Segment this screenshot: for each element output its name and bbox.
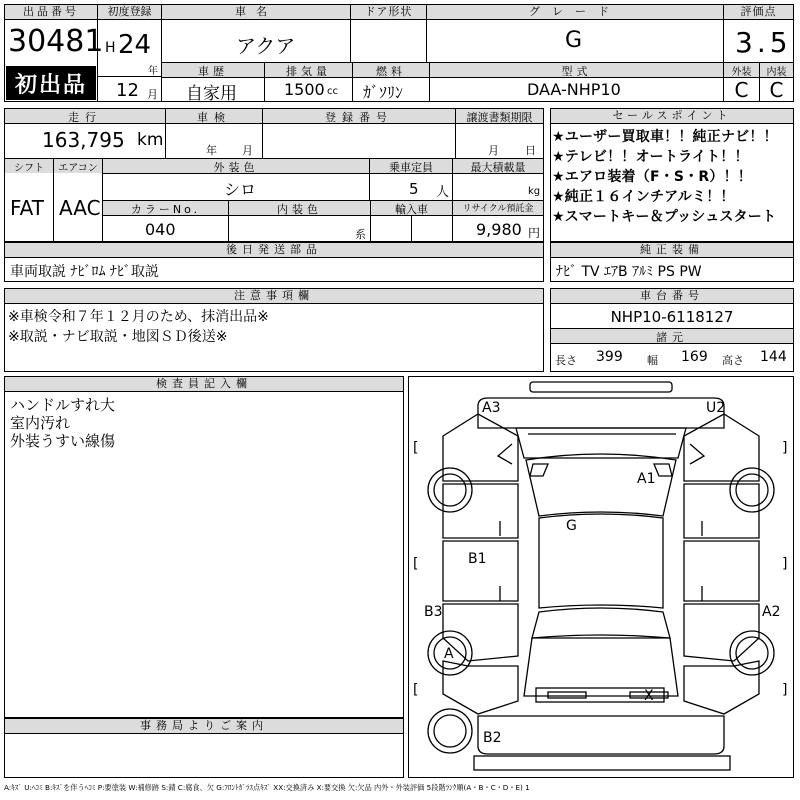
transfer-month: 月 — [488, 144, 499, 157]
inspector-note-line: 外装うすい線傷 — [10, 432, 116, 450]
inspector-note-line: 室内汚れ — [10, 414, 71, 432]
later-parts-value: 車両取説 ﾅﾋﾞﾛﾑ ﾅﾋﾞ取説 — [10, 264, 159, 280]
grade-value: G — [565, 28, 583, 53]
int-label: 内装 — [760, 63, 793, 78]
mark-a: A — [444, 646, 454, 662]
color-label: 外装色 — [103, 159, 369, 173]
history-label: 車歴 — [162, 63, 264, 77]
ac-label: エアコン — [54, 159, 102, 173]
recycle-label: リサイクル預託金 — [453, 201, 543, 215]
model-label: 型式 — [430, 63, 723, 77]
notes-label: 注意事項欄 — [5, 289, 543, 304]
mark-a1: A1 — [637, 471, 656, 487]
mark-b1: B1 — [468, 551, 487, 567]
mileage-value: 163,795 — [42, 128, 125, 152]
shift-label: シフト — [5, 159, 53, 173]
length-label: 長さ — [555, 354, 577, 367]
inspect-year: 年 — [206, 144, 217, 157]
load-label: 最大積載量 — [453, 159, 543, 173]
seats-unit: 人 — [436, 185, 450, 200]
sales-points-list — [552, 127, 792, 227]
length-value: 399 — [596, 349, 623, 365]
chassis-value: NHP10-6118127 — [610, 308, 734, 326]
disp-value: 1500 — [284, 80, 325, 99]
sales-point-line: ★スマートキー＆プッシュスタート — [552, 209, 777, 225]
note-line: ※取説・ナビ取説・地図ＳＤ後送※ — [8, 329, 228, 345]
name-label: 車名 — [162, 5, 350, 20]
mark-a3: A3 — [482, 400, 501, 416]
equipment-value: ﾅﾋﾞ TV ｴｱB ｱﾙﾐ PS PW — [556, 264, 702, 280]
bracket-right-2: ] — [782, 556, 788, 572]
height-label: 高さ — [722, 354, 744, 367]
mileage-unit: km — [137, 130, 164, 150]
era: H — [105, 40, 116, 56]
spec-label: 諸元 — [551, 329, 793, 344]
note-line: ※車検令和７年１２月のため、抹消出品※ — [8, 309, 269, 325]
sales-point-line: ★ユーザー買取車！！純正ナビ！！ — [552, 129, 778, 145]
ext-grade: C — [734, 78, 749, 102]
notes-list — [8, 307, 538, 347]
shift-value: FAT — [10, 196, 45, 220]
first-listing-badge: 初出品 — [6, 66, 96, 100]
sales-point-line: ★テレビ！！オートライト！！ — [552, 149, 749, 165]
disp-unit: cc — [327, 86, 338, 97]
color-value: シロ — [224, 180, 257, 199]
lot-number: 30481 — [8, 24, 104, 59]
ext-label: 外装 — [724, 63, 759, 78]
recycle-value: 9,980 — [476, 220, 522, 239]
year: 24 — [118, 30, 152, 60]
history-value: 自家用 — [186, 84, 237, 104]
load-unit: kg — [528, 186, 541, 197]
inspect-month: 月 — [242, 144, 253, 157]
intcolor-unit: 系 — [355, 228, 366, 241]
reg-label: 登録番号 — [263, 109, 455, 123]
mark-g: G — [566, 518, 577, 534]
inspector-notes — [10, 396, 400, 450]
transfer-day: 日 — [525, 144, 536, 157]
equipment-label: 純正装備 — [551, 243, 793, 258]
chassis-label: 車台番号 — [551, 289, 793, 304]
transfer-label: 譲渡書類期限 — [456, 109, 543, 123]
score-label: 評価点 — [724, 5, 793, 20]
month: 12 — [116, 80, 139, 101]
inspector-label: 検査員記入欄 — [5, 377, 403, 392]
inspector-note-line: ハンドルすれ大 — [10, 396, 116, 414]
score-value: 3.5 — [735, 26, 792, 59]
disp-label: 排気量 — [265, 63, 352, 77]
colorno-label: カラーNo. — [103, 201, 228, 215]
bracket-left-2: [ — [413, 556, 419, 572]
mileage-label: 走行 — [5, 109, 165, 123]
mark-b3: B3 — [424, 604, 443, 620]
sales-point-line: ★純正１６インチアルミ！！ — [552, 189, 735, 205]
import-label: 輸入車 — [371, 201, 452, 215]
width-label: 幅 — [647, 354, 658, 367]
fuel-value: ｶﾞｿﾘﾝ — [363, 83, 404, 102]
seats-value: 5 — [409, 180, 419, 198]
colorno-value: 040 — [145, 220, 176, 239]
grade-label: グレード — [427, 5, 723, 20]
intcolor-label: 内装色 — [229, 201, 370, 215]
seats-label: 乗車定員 — [370, 159, 452, 173]
mark-a2: A2 — [762, 604, 781, 620]
bracket-left-1: [ — [413, 440, 419, 456]
mark-u2: U2 — [706, 400, 726, 416]
sales-points-label: セールスポイント — [551, 109, 793, 124]
bracket-right-1: ] — [782, 440, 788, 456]
model-value: DAA-NHP10 — [527, 80, 621, 99]
month-unit: 月 — [147, 88, 158, 101]
inspect-label: 車検 — [166, 109, 262, 123]
mark-x: X — [644, 688, 654, 704]
height-value: 144 — [760, 349, 787, 365]
sales-point-line: ★エアロ装着（F・S・R）！！ — [552, 169, 752, 185]
int-grade: C — [769, 78, 784, 102]
car-outline-diagram — [408, 376, 794, 778]
lot-label: 出品番号 — [5, 5, 97, 20]
ac-value: AAC — [59, 196, 101, 220]
recycle-unit: 円 — [528, 226, 541, 240]
first-reg-label: 初度登録 — [98, 5, 161, 20]
later-parts-label: 後日発送部品 — [5, 243, 543, 258]
width-value: 169 — [681, 349, 708, 365]
bracket-right-3: ] — [782, 682, 788, 698]
bracket-left-3: [ — [413, 682, 419, 698]
fuel-label: 燃料 — [353, 63, 429, 77]
car-name: アクア — [236, 34, 296, 58]
year-unit: 年 — [148, 66, 158, 77]
door-label: ドア形状 — [351, 5, 426, 20]
legend: A:ｷｽﾞ U:ﾍｺﾐ B:ｷｽﾞを伴うﾍｺﾐ P:要塗装 W:補修跡 S:錆 C:腐食、欠 G:ﾌﾛﾝﾄｶﾞﾗｽ点ｷｽﾞ XX:交換済み X:要交換 欠:欠品 内外・外装評価 5段階ﾗﾝｸ順(A・B・C・D・E) 1 — [4, 783, 530, 792]
office-label: 事務局よりご案内 — [5, 719, 403, 734]
mark-b2: B2 — [483, 730, 502, 746]
